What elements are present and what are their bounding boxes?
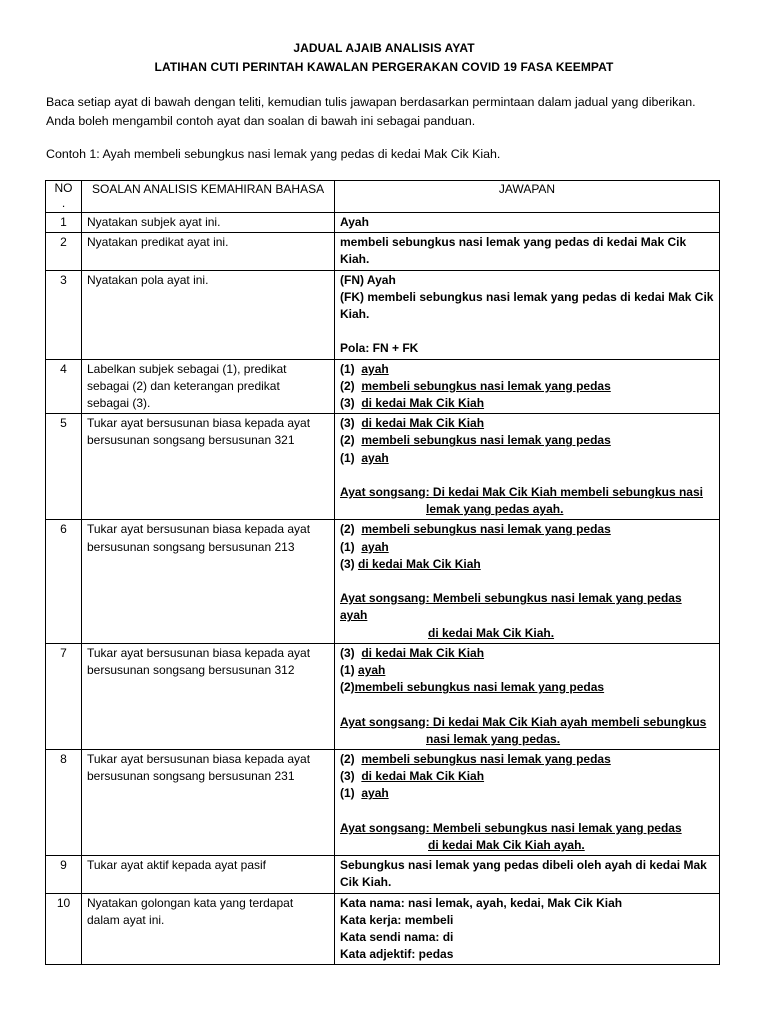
row-question: Nyatakan subjek ayat ini. (82, 213, 335, 233)
analysis-table (45, 180, 720, 965)
row-question: Nyatakan predikat ayat ini. (82, 233, 335, 270)
row-number: 8 (46, 750, 82, 856)
row-number: 10 (46, 893, 82, 965)
songsang-sentence: Ayat songsang: Di kedai Mak Cik Kiah ayah membeli sebungkus (340, 714, 707, 729)
row-answer: (2) membeli sebungkus nasi lemak yang pedas (1) ayah (3) di kedai Mak Cik Kiah Ayat songsang: Membeli sebungkus nasi lemak yang pedas ayah di kedai Mak Cik Kiah. (335, 520, 720, 643)
songsang-sentence: Ayat songsang: Di kedai Mak Cik Kiah membeli sebungkus nasi (340, 485, 703, 500)
row-answer: (FN) Ayah (FK) membeli sebungkus nasi lemak yang pedas di kedai Mak Cik Kiah. Pola: FN + FK (335, 270, 720, 359)
header-answer: JAWAPAN (335, 181, 720, 213)
row-number: 6 (46, 520, 82, 643)
row-question: Nyatakan golongan kata yang terdapat dalam ayat ini. (82, 893, 335, 965)
table-row (46, 643, 720, 749)
row-answer: (3) di kedai Mak Cik Kiah (1) ayah (2)membeli sebungkus nasi lemak yang pedas Ayat songsang: Di kedai Mak Cik Kiah ayah membeli sebungkus nasi lemak yang pedas. (335, 643, 720, 749)
header-question: SOALAN ANALISIS KEMAHIRAN BAHASA (82, 181, 335, 213)
row-question: Tukar ayat bersusunan biasa kepada ayat bersusunan songsang bersusunan 321 (82, 414, 335, 520)
row-number: 2 (46, 233, 82, 270)
instruction-line-2: Anda boleh mengambil contoh ayat dan soalan di bawah ini sebagai panduan. (46, 114, 476, 128)
table-row (46, 233, 720, 270)
row-answer: Sebungkus nasi lemak yang pedas dibeli oleh ayah di kedai Mak Cik Kiah. (335, 856, 720, 893)
instructions (46, 93, 736, 131)
row-number: 3 (46, 270, 82, 359)
row-answer: (3) di kedai Mak Cik Kiah (2) membeli sebungkus nasi lemak yang pedas (1) ayah Ayat songsang: Di kedai Mak Cik Kiah membeli sebungkus nasi lemak yang pedas ayah. (335, 414, 720, 520)
table-row (46, 893, 720, 965)
table-row (46, 359, 720, 414)
row-answer: Kata nama: nasi lemak, ayah, kedai, Mak Cik Kiah Kata kerja: membeli Kata sendi nama: di Kata adjektif: pedas (335, 893, 720, 965)
row-question: Tukar ayat bersusunan biasa kepada ayat bersusunan songsang bersusunan 231 (82, 750, 335, 856)
row-number: 5 (46, 414, 82, 520)
row-question: Tukar ayat bersusunan biasa kepada ayat bersusunan songsang bersusunan 213 (82, 520, 335, 643)
table-row (46, 520, 720, 643)
songsang-sentence: Ayat songsang: Membeli sebungkus nasi lemak yang pedas (340, 820, 682, 835)
instruction-line-1: Baca setiap ayat di bawah dengan teliti, kemudian tulis jawapan berdasarkan permintaan dalam jadual yang diberikan. (46, 95, 696, 109)
example-sentence: Contoh 1: Ayah membeli sebungkus nasi lemak yang pedas di kedai Mak Cik Kiah. (46, 147, 501, 161)
row-number: 4 (46, 359, 82, 414)
songsang-sentence: Ayat songsang: Membeli sebungkus nasi lemak yang pedas (340, 591, 682, 606)
row-answer: Ayah (335, 213, 720, 233)
row-answer: membeli sebungkus nasi lemak yang pedas di kedai Mak Cik Kiah. (335, 233, 720, 270)
row-answer: (1) ayah (2) membeli sebungkus nasi lemak yang pedas (3) di kedai Mak Cik Kiah (335, 359, 720, 414)
table-row (46, 213, 720, 233)
table-header-row (46, 181, 720, 213)
document-subtitle: LATIHAN CUTI PERINTAH KAWALAN PERGERAKAN COVID 19 FASA KEEMPAT (154, 60, 614, 74)
row-number: 7 (46, 643, 82, 749)
row-number: 1 (46, 213, 82, 233)
row-question: Tukar ayat bersusunan biasa kepada ayat bersusunan songsang bersusunan 312 (82, 643, 335, 749)
row-question: Nyatakan pola ayat ini. (82, 270, 335, 359)
row-answer: (2) membeli sebungkus nasi lemak yang pedas (3) di kedai Mak Cik Kiah (1) ayah Ayat songsang: Membeli sebungkus nasi lemak yang pedas di kedai Mak Cik Kiah ayah. (335, 750, 720, 856)
table-row (46, 414, 720, 520)
table-row (46, 270, 720, 359)
row-question: Tukar ayat aktif kepada ayat pasif (82, 856, 335, 893)
row-question: Labelkan subjek sebagai (1), predikat sebagai (2) dan keterangan predikat sebagai (3). (82, 359, 335, 414)
document-title: JADUAL AJAIB ANALISIS AYAT (293, 41, 475, 55)
header-no: NO . (46, 181, 82, 213)
table-row (46, 750, 720, 856)
row-number: 9 (46, 856, 82, 893)
table-row (46, 856, 720, 893)
